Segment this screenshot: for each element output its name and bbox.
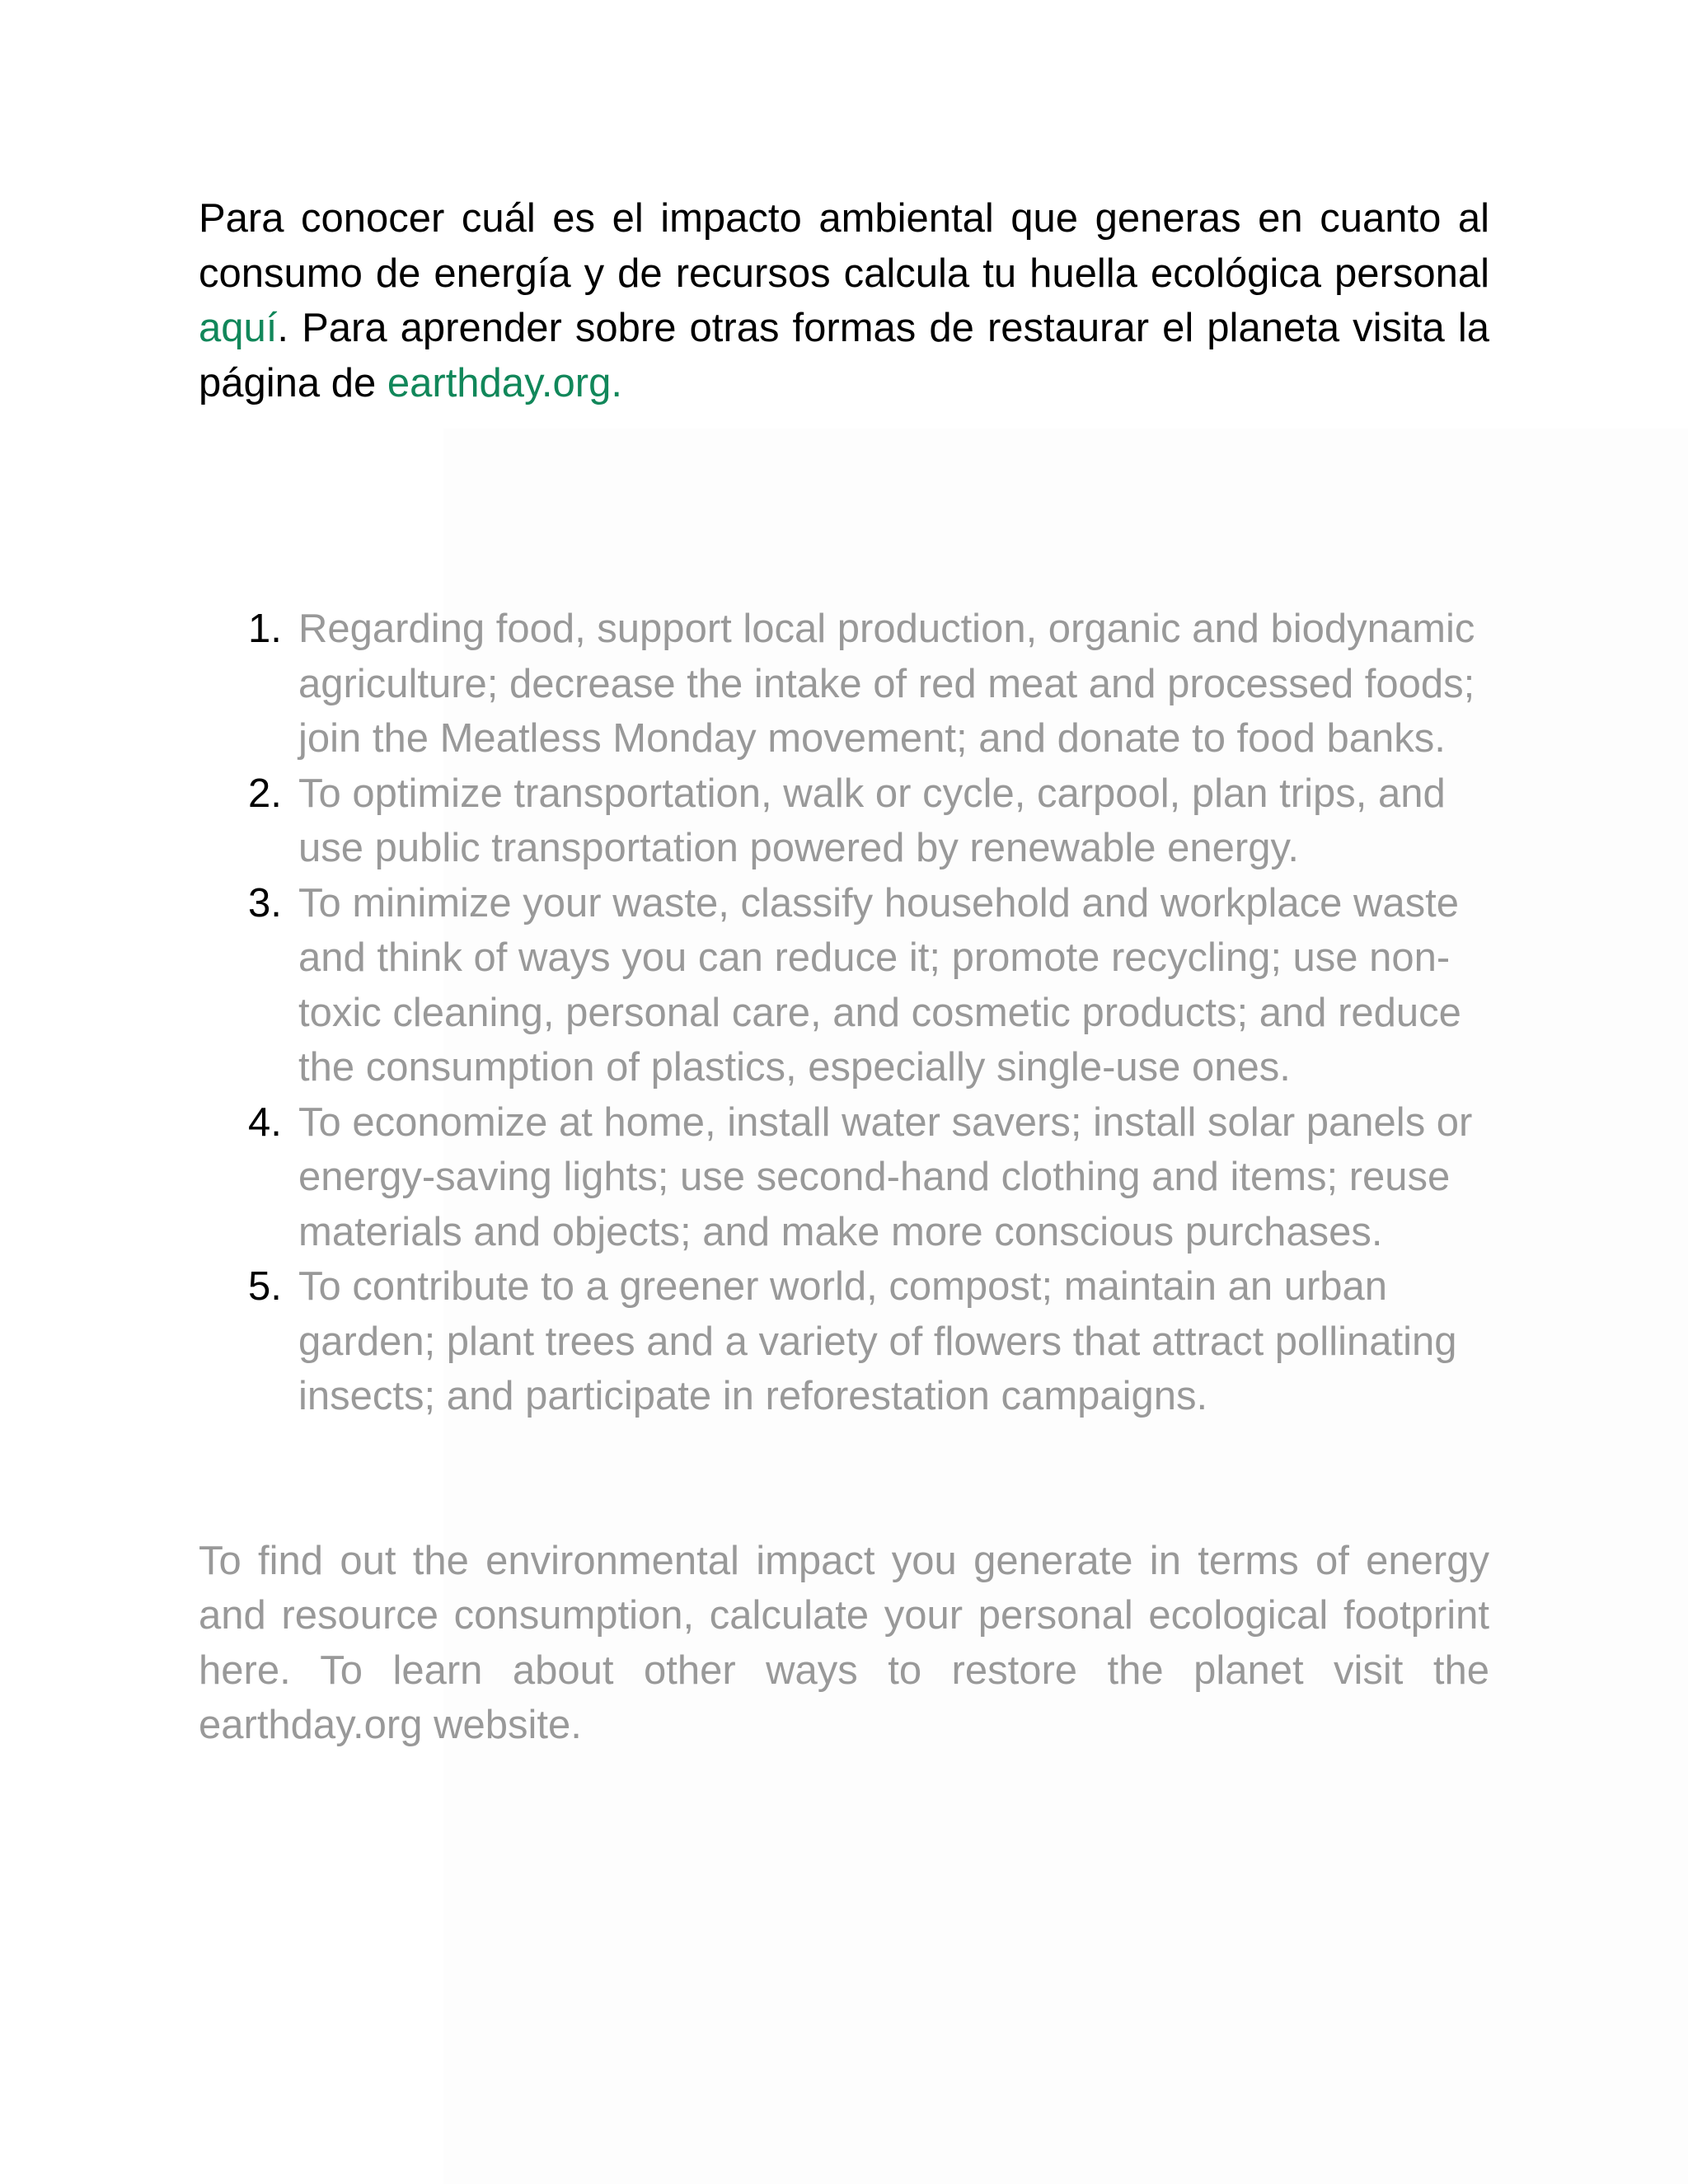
list-item-text: Regarding food, support local production, organic and biodynamic agriculture; decrease the intake of red meat and processed foods; join the Meatless Monday movement; and donate to food banks. — [298, 607, 1475, 761]
list-item-text: To economize at home, install water savers; install solar panels or energy-saving lights; use second-hand clothing and items; reuse materials and objects; and make more conscious purchases. — [298, 1099, 1473, 1254]
list-number: 1. — [248, 607, 282, 651]
list-item-text: To optimize transportation, walk or cycle, carpool, plan trips, and use public transportation powered by renewable energy. — [298, 771, 1446, 870]
list-item — [199, 1095, 1490, 1260]
spanish-text-intro: Para conocer cuál es el impacto ambiental que generas en cuanto al consumo de energía y de recursos calcula tu huella ecológica personal — [199, 196, 1489, 296]
list-number: 3. — [248, 880, 282, 926]
list-item-text: To minimize your waste, classify household and workplace waste and think of ways you can reduce it; promote recycling; use non-toxic cleaning, personal care, and cosmetic products; and reduce the consumption of plastics, especially single-use ones. — [298, 880, 1461, 1090]
footprint-link[interactable]: aquí — [199, 306, 278, 350]
tips-list — [199, 602, 1489, 1424]
document-page — [199, 191, 1489, 1753]
list-item-text: To contribute to a greener world, compost; maintain an urban garden; plant trees and a variety of flowers that attract pollinating insects; and participate in reforestation campaigns. — [298, 1264, 1457, 1418]
list-number: 2. — [248, 771, 282, 816]
list-item — [199, 876, 1490, 1095]
list-number: 4. — [248, 1099, 282, 1145]
list-item — [199, 766, 1490, 876]
list-item — [199, 1259, 1490, 1424]
spanish-text-middle: . Para aprender sobre otras formas de restaurar el planeta visita la página de — [199, 306, 1489, 405]
earthday-link[interactable]: earthday.org. — [387, 360, 622, 405]
english-paragraph: To find out the environmental impact you generate in terms of energy and resource consumption, calculate your personal ecological footprint here. To learn about other ways to restore the planet visit the earthday.org website. — [199, 1538, 1489, 1747]
list-number: 5. — [248, 1264, 282, 1309]
spanish-paragraph — [199, 191, 1489, 410]
list-item — [199, 602, 1490, 766]
